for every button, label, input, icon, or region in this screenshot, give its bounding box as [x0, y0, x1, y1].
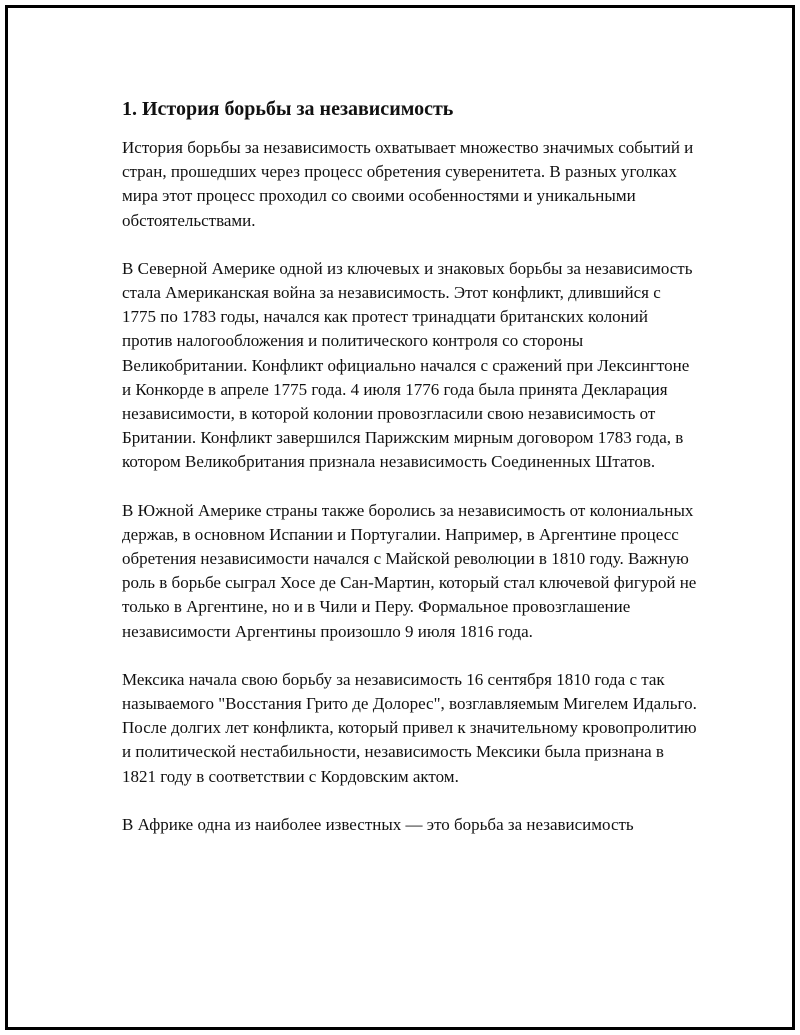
- section-heading: 1. История борьбы за независимость: [122, 98, 454, 120]
- paragraph-south-america: В Южной Америке страны также боролись за независимость от колониальных держав, в основном Испании и Португалии. Например, в Аргентине процесс обретения независимости начался с Майской революции в 1810 году. Важную роль в борьбе сыграл Хосе де Сан-Мартин, который стал ключевой фигурой не только в Аргентине, но и в Чили и Перу. Формальное провозглашение независимости Аргентины произошло 9 июля 1816 года.: [122, 500, 697, 641]
- page-frame: [5, 5, 795, 1030]
- paragraph-mexico: Мексика начала свою борьбу за независимость 16 сентября 1810 года с так называемого "Восстания Грито де Долорес", возглавляемым Мигелем Идальго. После долгих лет конфликта, который привел к значительному кровопролитию и политической нестабильности, независимость Мексики была признана в 1821 году в соответствии с Кордовским актом.: [122, 669, 697, 786]
- paragraph-intro: История борьбы за независимость охватывает множество значимых событий и стран, прошедших через процесс обретения суверенитета. В разных уголках мира этот процесс проходил со своими особенностями и уникальными обстоятельствами.: [122, 138, 694, 230]
- paragraph-africa: В Африке одна из наиболее известных — это борьба за независимость: [122, 814, 634, 834]
- paragraph-north-america: В Северной Америке одной из ключевых и знаковых борьбы за независимость стала Американская война за независимость. Этот конфликт, длившийся с 1775 по 1783 годы, начался как протест тринадцати британских колоний против налогообложения и политического контроля со стороны Великобритании. Конфликт официально начался с сражений при Лексингтоне и Конкорде в апреле 1775 года. 4 июля 1776 года была принята Декларация независимости, в которой колонии провозгласили свою независимость от Британии. Конфликт завершился Парижским мирным договором 1783 года, в котором Великобритания признала независимость Соединенных Штатов.: [122, 258, 693, 472]
- document-body: [122, 96, 697, 861]
